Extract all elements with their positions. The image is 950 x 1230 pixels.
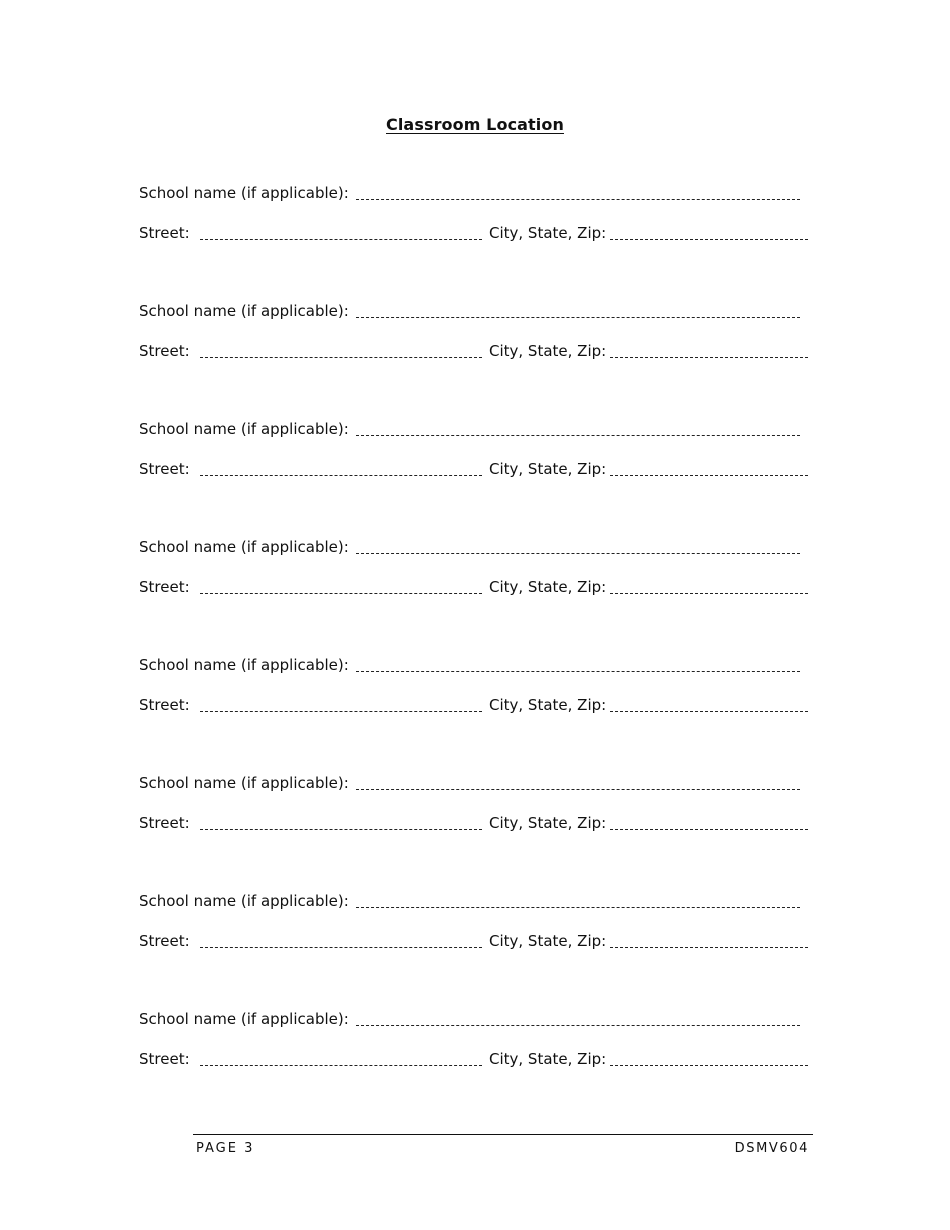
- school-name-row: [139, 773, 349, 793]
- school-name-field[interactable]: [356, 1010, 800, 1026]
- city-state-zip-field[interactable]: [610, 224, 808, 240]
- address-row: [139, 931, 607, 951]
- street-field[interactable]: [200, 460, 482, 476]
- school-name-label: School name (if applicable):: [139, 1010, 349, 1028]
- street-label: Street:: [139, 696, 190, 714]
- address-row: [139, 695, 607, 715]
- footer-page-number: PAGE 3: [196, 1141, 255, 1156]
- footer-form-id: DSMV604: [734, 1141, 809, 1156]
- address-row: [139, 577, 607, 597]
- address-row: [139, 459, 607, 479]
- city-state-zip-field[interactable]: [610, 932, 808, 948]
- footer-divider: [193, 1134, 813, 1135]
- address-row: [139, 1049, 607, 1069]
- school-name-row: [139, 891, 349, 911]
- city-state-zip-field[interactable]: [610, 1050, 808, 1066]
- school-name-field[interactable]: [356, 302, 800, 318]
- school-name-label: School name (if applicable):: [139, 538, 349, 556]
- city-state-zip-field[interactable]: [610, 460, 808, 476]
- street-label: Street:: [139, 814, 190, 832]
- page-title: Classroom Location: [386, 115, 564, 134]
- school-name-field[interactable]: [356, 184, 800, 200]
- city-state-zip-label: City, State, Zip:: [489, 460, 607, 478]
- street-field[interactable]: [200, 932, 482, 948]
- street-label: Street:: [139, 342, 190, 360]
- school-name-label: School name (if applicable):: [139, 302, 349, 320]
- city-state-zip-label: City, State, Zip:: [489, 578, 607, 596]
- city-state-zip-label: City, State, Zip:: [489, 224, 607, 242]
- school-name-row: [139, 655, 349, 675]
- city-state-zip-field[interactable]: [610, 342, 808, 358]
- school-name-field[interactable]: [356, 420, 800, 436]
- address-row: [139, 341, 607, 361]
- school-name-label: School name (if applicable):: [139, 774, 349, 792]
- city-state-zip-label: City, State, Zip:: [489, 342, 607, 360]
- city-state-zip-field[interactable]: [610, 814, 808, 830]
- street-label: Street:: [139, 932, 190, 950]
- city-state-zip-label: City, State, Zip:: [489, 696, 607, 714]
- street-field[interactable]: [200, 1050, 482, 1066]
- city-state-zip-label: City, State, Zip:: [489, 1050, 607, 1068]
- street-label: Street:: [139, 460, 190, 478]
- street-field[interactable]: [200, 342, 482, 358]
- street-field[interactable]: [200, 696, 482, 712]
- school-name-field[interactable]: [356, 892, 800, 908]
- school-name-label: School name (if applicable):: [139, 656, 349, 674]
- address-row: [139, 223, 607, 243]
- street-field[interactable]: [200, 578, 482, 594]
- school-name-row: [139, 1009, 349, 1029]
- city-state-zip-label: City, State, Zip:: [489, 932, 607, 950]
- school-name-label: School name (if applicable):: [139, 420, 349, 438]
- street-label: Street:: [139, 224, 190, 242]
- school-name-label: School name (if applicable):: [139, 892, 349, 910]
- city-state-zip-field[interactable]: [610, 578, 808, 594]
- street-field[interactable]: [200, 814, 482, 830]
- street-label: Street:: [139, 578, 190, 596]
- school-name-row: [139, 301, 349, 321]
- city-state-zip-field[interactable]: [610, 696, 808, 712]
- school-name-field[interactable]: [356, 656, 800, 672]
- school-name-field[interactable]: [356, 538, 800, 554]
- street-field[interactable]: [200, 224, 482, 240]
- school-name-row: [139, 183, 349, 203]
- school-name-row: [139, 419, 349, 439]
- city-state-zip-label: City, State, Zip:: [489, 814, 607, 832]
- address-row: [139, 813, 607, 833]
- school-name-label: School name (if applicable):: [139, 184, 349, 202]
- street-label: Street:: [139, 1050, 190, 1068]
- school-name-field[interactable]: [356, 774, 800, 790]
- school-name-row: [139, 537, 349, 557]
